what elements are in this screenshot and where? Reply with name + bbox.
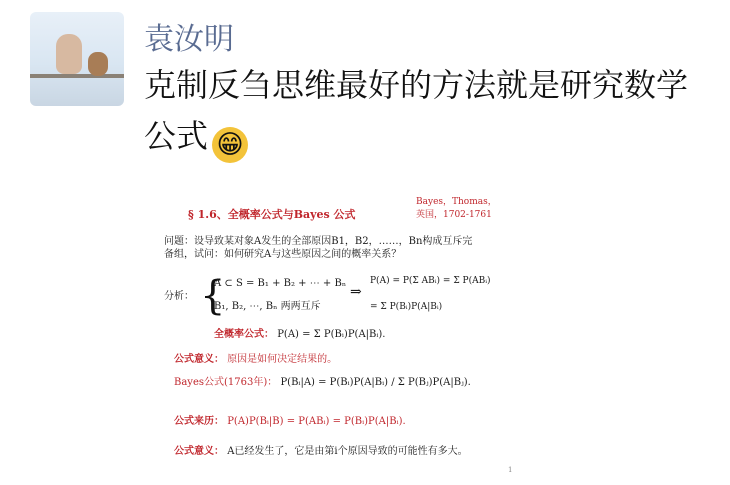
avatar-baby <box>56 34 82 74</box>
bayes-label: Bayes公式(1763年)： <box>174 377 278 388</box>
source-row <box>174 412 406 427</box>
bayes-formula: P(Bᵢ|A) = P(Bᵢ)P(A|Bᵢ) / Σ P(Bⱼ)P(A|Bⱼ). <box>280 377 471 388</box>
avatar-teddy-bear <box>88 52 108 76</box>
prob-line-2: = Σ P(Bᵢ)P(A|Bᵢ) <box>370 302 443 312</box>
total-prob-formula: P(A) = Σ P(Bᵢ)P(A|Bᵢ). <box>277 329 386 340</box>
avatar-rope <box>30 74 124 78</box>
author-name[interactable]: 袁汝明 <box>144 22 234 57</box>
total-prob-label: 全概率公式： <box>214 329 274 340</box>
avatar[interactable] <box>30 12 124 106</box>
meaning2-label: 公式意义： <box>174 446 224 457</box>
brace: { <box>200 273 226 319</box>
formula-slide-image[interactable] <box>140 180 522 478</box>
meaning-row-2 <box>174 442 468 457</box>
section-title: § 1.6、全概率公式与Bayes 公式 <box>188 208 356 221</box>
reference-line-1: Bayes，Thomas， <box>416 197 497 207</box>
analysis-eq-1: A ⊂ S = B₁ + B₂ + ⋯ + Bₙ <box>214 278 347 289</box>
question-line-2: 备组，试问：如何研究A与这些原因之间的概率关系？ <box>164 249 402 260</box>
slide-page-number: 1 <box>508 466 513 474</box>
meaning1-label: 公式意义： <box>174 354 224 365</box>
message-text <box>144 60 704 163</box>
grinning-face-icon: 😁 <box>212 127 248 163</box>
source-formula: P(A)P(Bᵢ|B) = P(ABᵢ) = P(Bᵢ)P(A|Bᵢ). <box>227 416 406 427</box>
bayes-row <box>174 373 471 388</box>
meaning2-text: A已经发生了，它是由第i个原因导致的可能性有多大。 <box>227 446 468 457</box>
reference-line-2: 英国，1702-1761 <box>416 210 492 220</box>
message-body: 克制反刍思维最好的方法就是研究数学公式 <box>144 66 689 155</box>
prob-line-1: P(A) = P(Σ ABᵢ) = Σ P(ABᵢ) <box>370 276 491 286</box>
total-probability-row <box>214 325 385 340</box>
meaning-row-1 <box>174 350 337 365</box>
implies-arrow: ⇒ <box>350 284 362 300</box>
question-line-1: 问题：设导致某对象A发生的全部原因B1，B2，……，Bn构成互斥完 <box>164 236 473 247</box>
analysis-label: 分析： <box>164 291 194 302</box>
analysis-eq-2: B₁, B₂, ⋯, Bₙ 两两互斥 <box>214 301 321 312</box>
source-label: 公式来历： <box>174 416 224 427</box>
meaning1-text: 原因是如何决定结果的。 <box>227 354 338 365</box>
